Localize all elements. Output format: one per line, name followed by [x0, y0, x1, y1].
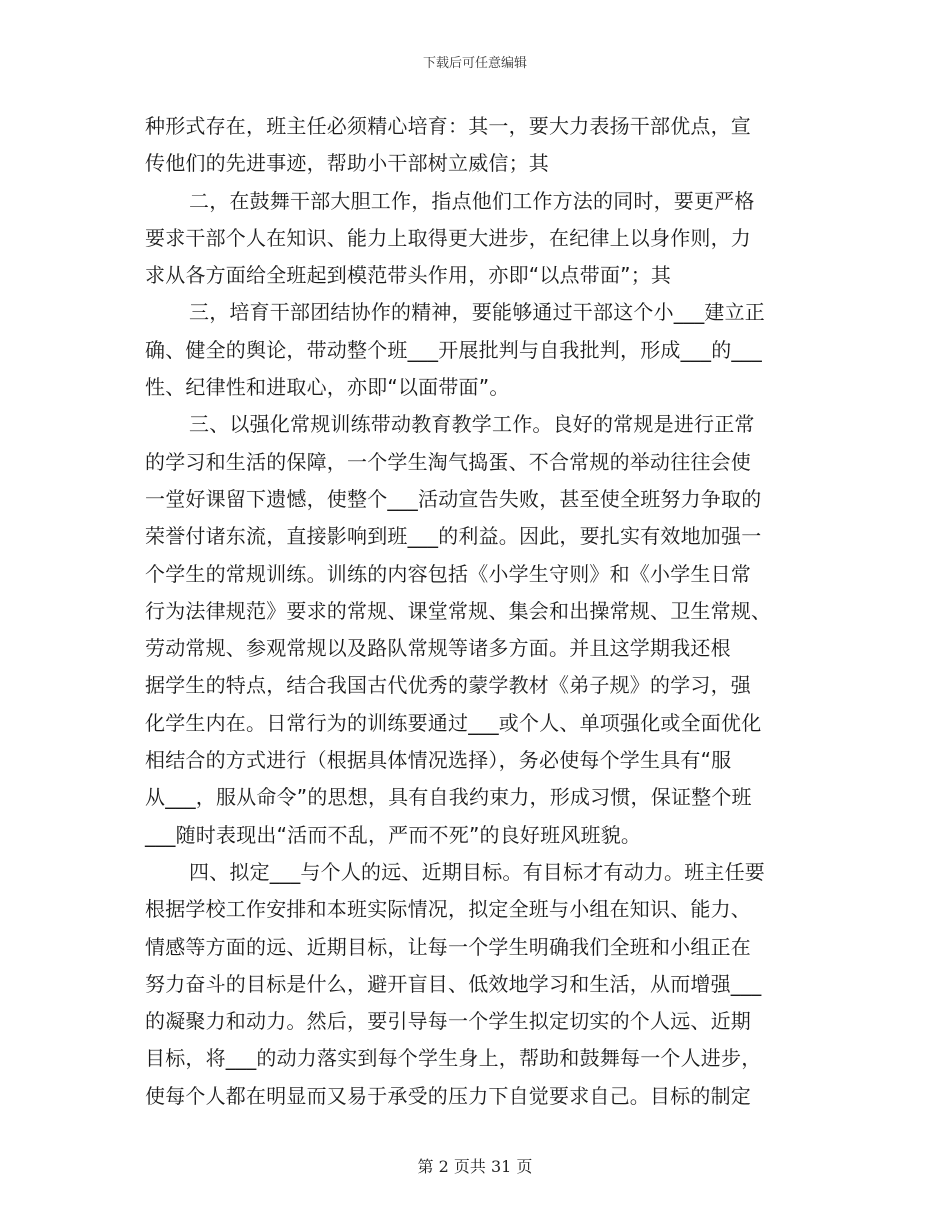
document-body [145, 108, 810, 1115]
text-line: 行为法律规范》要求的常规、课堂常规、集会和出操常规、卫生常规、 [145, 598, 772, 623]
text-line: 荣誉付诸东流，直接影响到班___的利益。因此，要扎实有效地加强一 [145, 524, 762, 549]
text-line: 求从各方面给全班起到模范带头作用，亦即“以点带面”；其 [145, 263, 672, 288]
page-header: 下载后可任意编辑 [422, 56, 527, 71]
text-line: 要求干部个人在知识、能力上取得更大进步，在纪律上以身作则，力 [145, 225, 751, 250]
text-line: 使每个人都在明显而又易于承受的压力下自觉要求自己。目标的制定 [145, 1083, 751, 1108]
text-line: 据学生的特点，结合我国古代优秀的蒙学教材《弟子规》的学习，强 [145, 673, 751, 698]
text-line: 一堂好课留下遗憾，使整个___活动宣告失败，甚至使全班努力争取的 [145, 486, 762, 511]
text-line: 的学习和生活的保障，一个学生淘气捣蛋、不合常规的举动往往会使 [145, 449, 751, 474]
page-footer: 第 2 页共 31 页 [417, 1157, 533, 1176]
text-line: 三、以强化常规训练带动教育教学工作。良好的常规是进行正常 [189, 412, 755, 437]
text-line: 种形式存在，班主任必须精心培育：其一，要大力表扬干部优点，宣 [145, 114, 751, 138]
text-line: 三，培育干部团结协作的精神，要能够通过干部这个小___建立正 [189, 300, 765, 325]
text-line: 情感等方面的远、近期目标，让每一个学生明确我们全班和小组正在 [145, 934, 751, 959]
text-line: 相结合的方式进行（根据具体情况选择），务必使每个学生具有“服 [145, 748, 732, 773]
text-line: 确、健全的舆论，带动整个班___开展批判与自我批判，形成___的___ [145, 337, 762, 362]
text-line: 四、拟定___与个人的远、近期目标。有目标才有动力。班主任要 [189, 859, 765, 884]
text-line: 根据学校工作安排和本班实际情况，拟定全班与小组在知识、能力、 [145, 897, 751, 922]
text-line: 目标，将___的动力落实到每个学生身上，帮助和鼓舞每一个人进步， [145, 1046, 762, 1071]
text-line: 传他们的先进事迹，帮助小干部树立威信；其 [145, 151, 549, 176]
text-line: 性、纪律性和进取心，亦即“以面带面”。 [145, 375, 510, 400]
text-line: 努力奋斗的目标是什么，避开盲目、低效地学习和生活，从而增强___ [145, 971, 762, 996]
text-line: 二，在鼓舞干部大胆工作，指点他们工作方法的同时，要更严格 [189, 188, 755, 213]
text-line: 个学生的常规训练。训练的内容包括《小学生守则》和《小学生日常 [145, 561, 751, 586]
text-line: ___随时表现出“活而不乱，严而不死”的良好班风班貌。 [145, 822, 642, 847]
text-line: 的凝聚力和动力。然后，要引导每一个学生拟定切实的个人远、近期 [145, 1009, 751, 1034]
text-line: 从___，服从命令”的思想，具有自我约束力，形成习惯，保证整个班 [145, 785, 752, 810]
text-line: 劳动常规、参观常规以及路队常规等诸多方面。并且这学期我还根 [145, 636, 731, 661]
text-line: 化学生内在。日常行为的训练要通过___或个人、单项强化或全面优化 [145, 710, 762, 735]
